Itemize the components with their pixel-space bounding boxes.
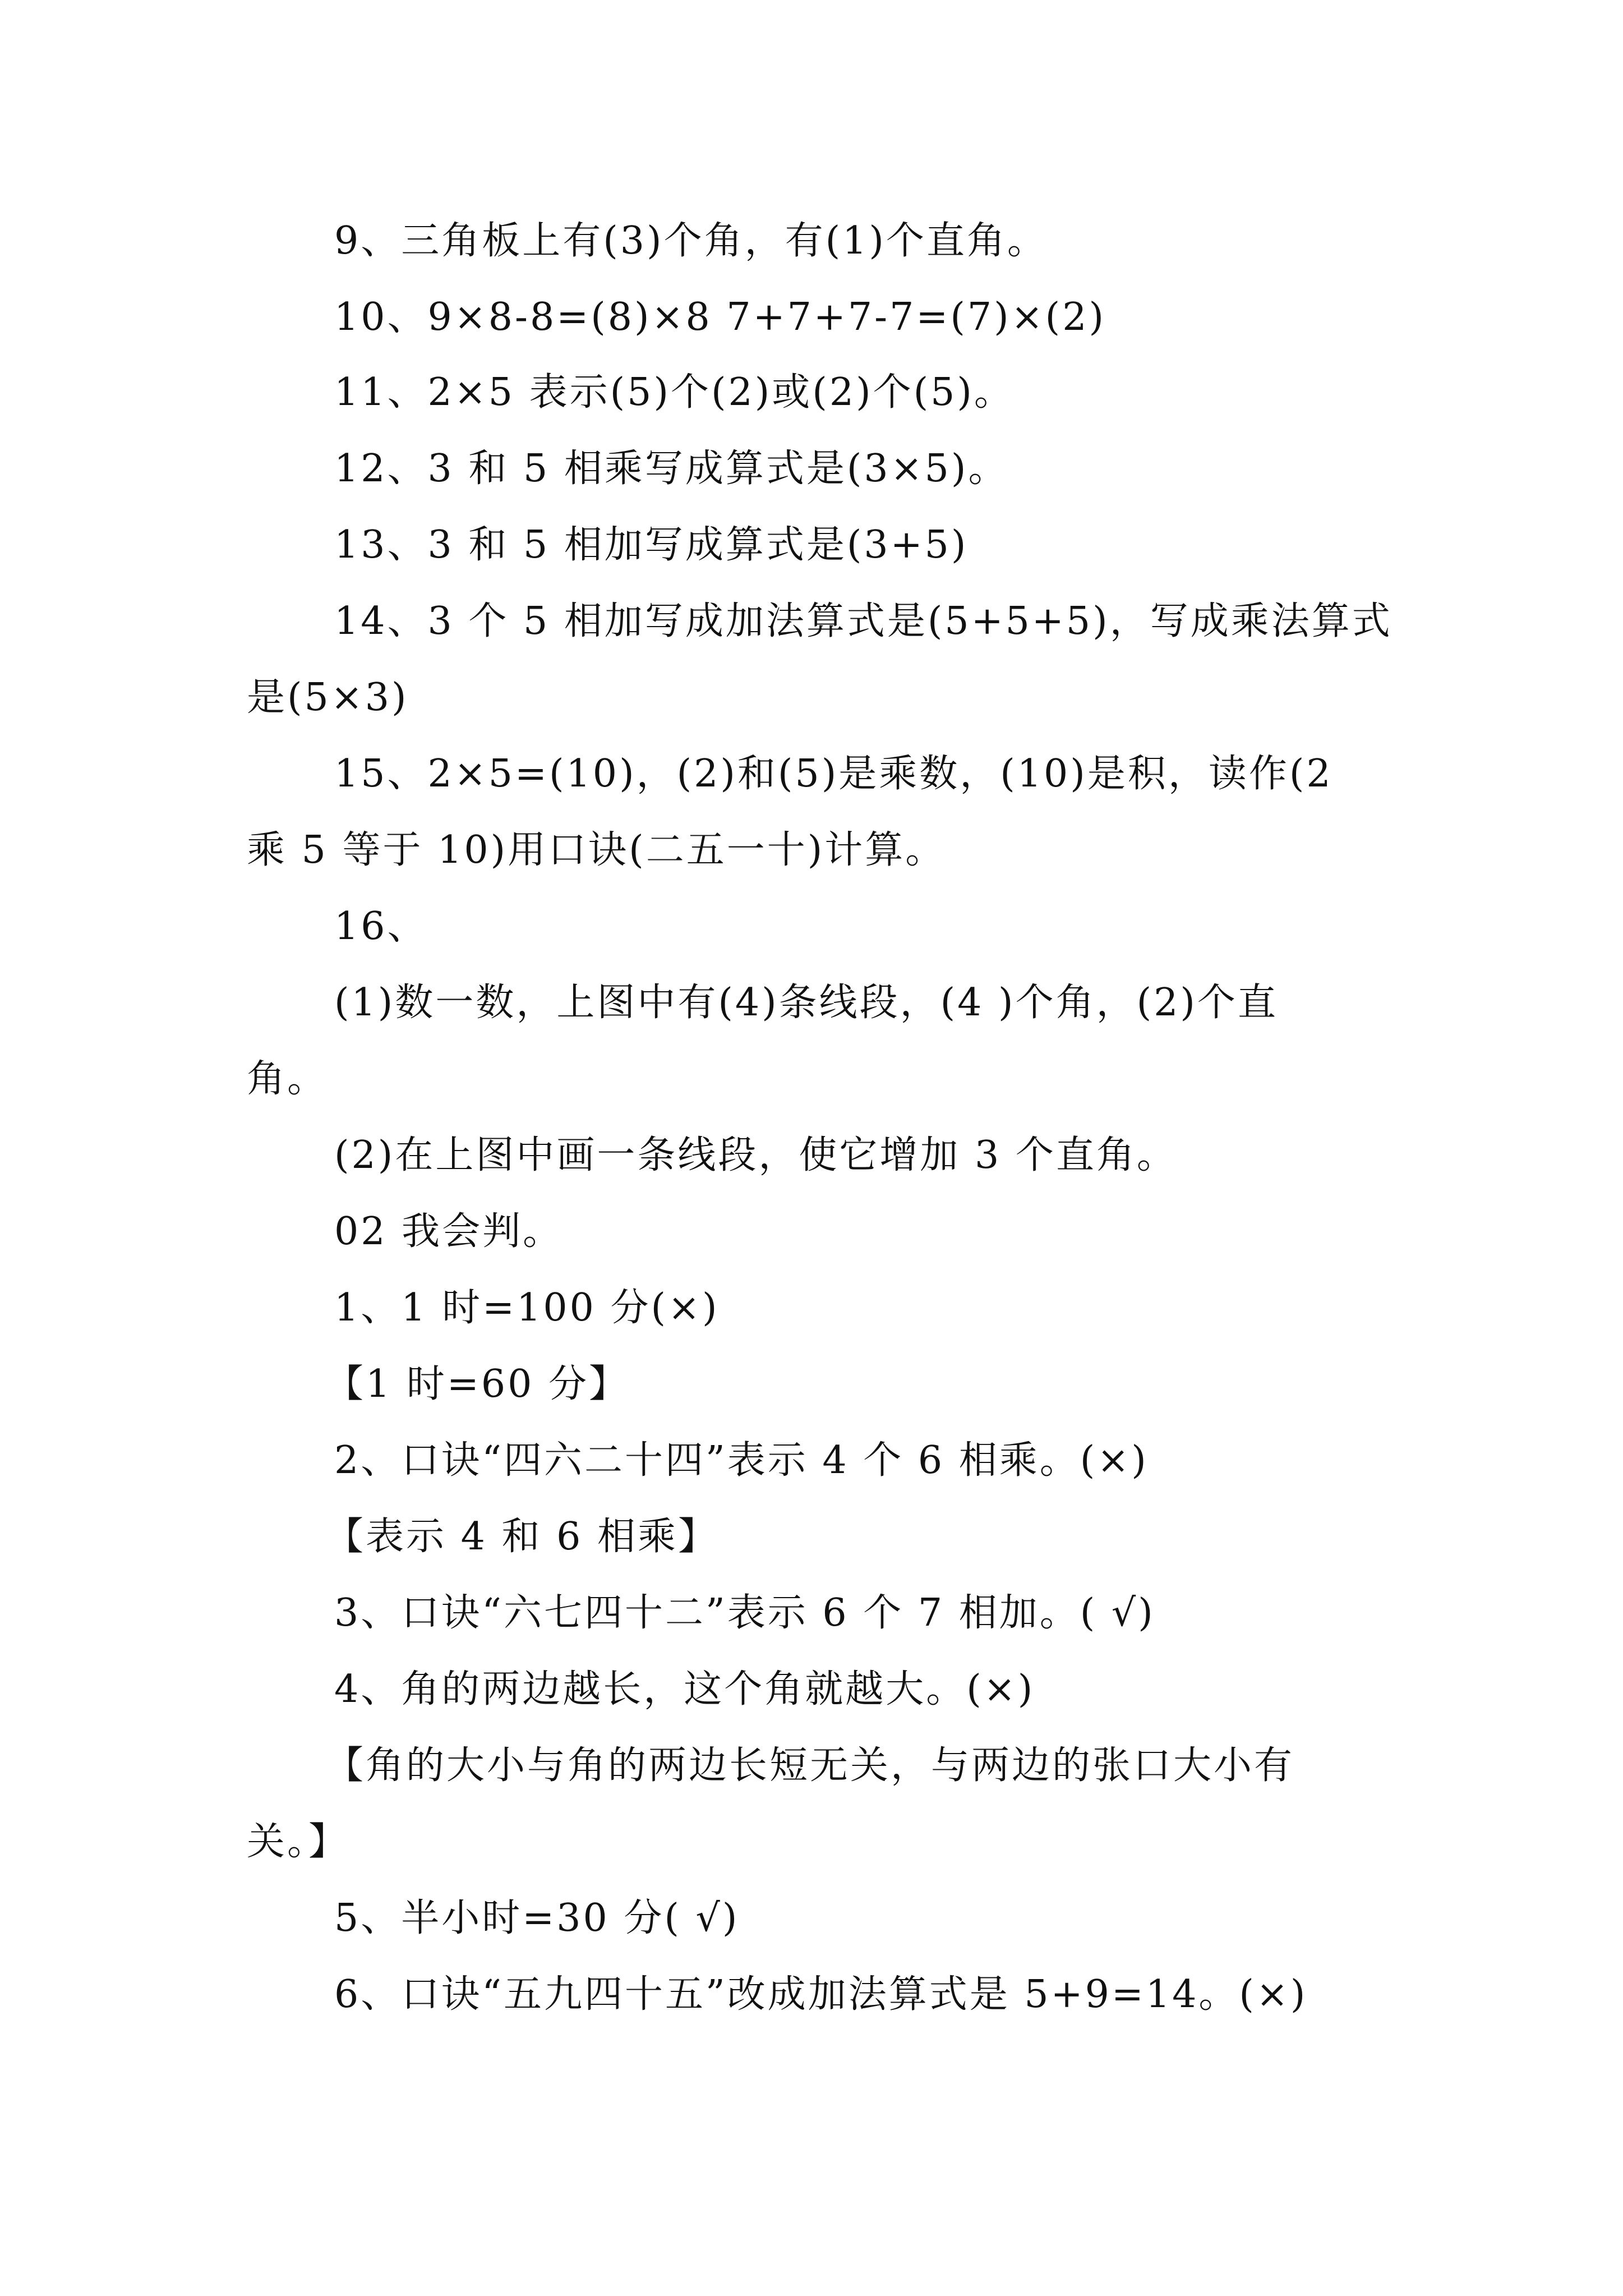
text-line: 是(5×3): [247, 675, 409, 720]
text-line: 5、半小时=30 分( √): [334, 1896, 740, 1940]
text-line: 15、2×5=(10)，(2)和(5)是乘数，(10)是积，读作(2: [334, 752, 1333, 796]
text-line: (2)在上图中画一条线段，使它增加 3 个直角。: [334, 1133, 1177, 1177]
text-line: 【角的大小与角的两边长短无关，与两边的张口大小有: [325, 1743, 1295, 1788]
text-line: 2、口诀“四六二十四”表示 4 个 6 相乘。(×): [334, 1438, 1149, 1483]
text-line: 角。: [247, 1057, 328, 1101]
text-line: 14、3 个 5 相加写成加法算式是(5+5+5)，写成乘法算式: [334, 599, 1393, 643]
text-line: 13、3 和 5 相加写成算式是(3+5): [334, 523, 969, 567]
text-line: 6、口诀“五九四十五”改成加法算式是 5+9=14。(×): [334, 1972, 1308, 2017]
text-line: 9、三角板上有(3)个角，有(1)个直角。: [334, 219, 1048, 263]
text-line: (1)数一数，上图中有(4)条线段，(4 )个角，(2)个直: [334, 981, 1278, 1025]
text-line: 02 我会判。: [334, 1209, 564, 1254]
text-line: 4、角的两边越长，这个角就越大。(×): [334, 1667, 1035, 1711]
text-line: 12、3 和 5 相乘写成算式是(3×5)。: [334, 447, 1009, 491]
text-line: 3、口诀“六七四十二”表示 6 个 7 相加。( √): [334, 1591, 1155, 1635]
text-line: 乘 5 等于 10)用口诀(二五一十)计算。: [247, 828, 946, 872]
text-line: 1、1 时=100 分(×): [334, 1286, 720, 1330]
text-line: 【1 时=60 分】: [325, 1362, 629, 1406]
text-line: 关。】: [247, 1820, 349, 1864]
text-line: 11、2×5 表示(5)个(2)或(2)个(5)。: [334, 370, 1015, 415]
text-line: 10、9×8-8=(8)×8 7+7+7-7=(7)×(2): [334, 295, 1106, 339]
text-line: 16、: [334, 904, 428, 949]
text-line: 【表示 4 和 6 相乘】: [325, 1515, 718, 1559]
